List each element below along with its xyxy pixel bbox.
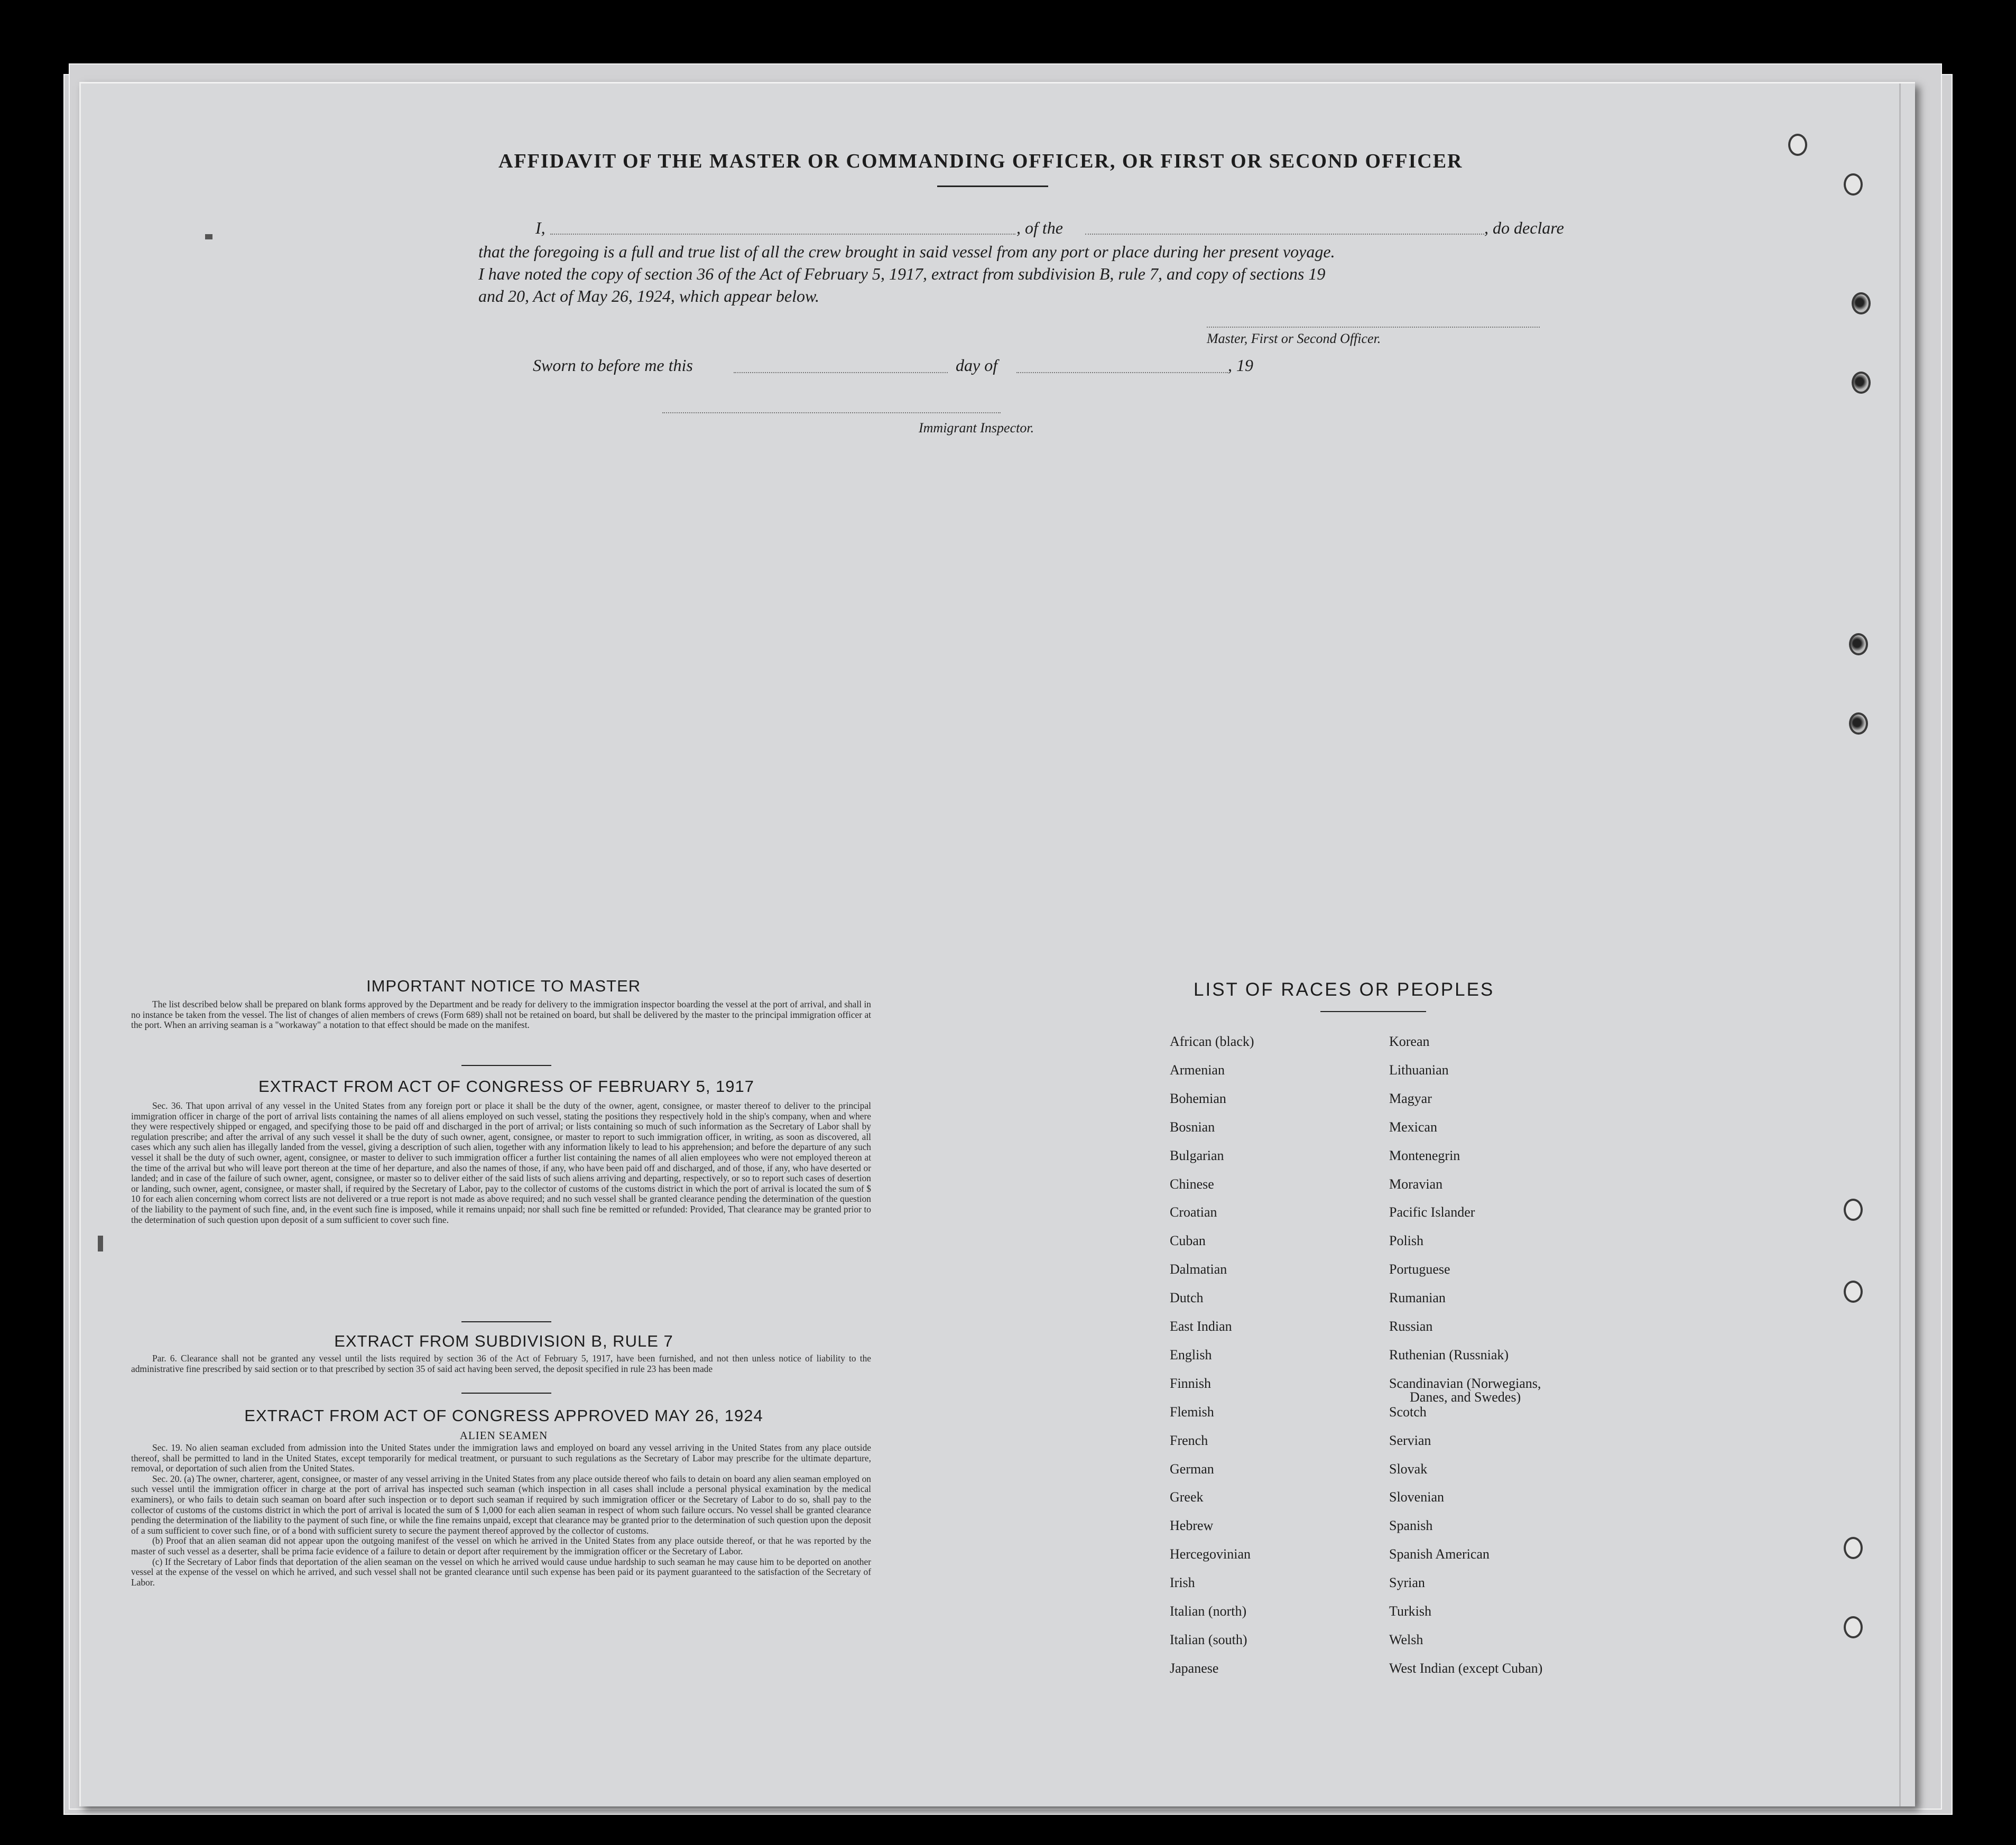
- race-item: Italian (north): [1170, 1603, 1247, 1619]
- race-item: Slovenian: [1389, 1489, 1444, 1505]
- inspector-caption: Immigrant Inspector.: [919, 420, 1034, 435]
- signer-caption: Master, First or Second Officer.: [1207, 331, 1381, 346]
- binder-hole: [1852, 292, 1871, 314]
- race-item: West Indian (except Cuban): [1389, 1661, 1543, 1676]
- sec-20a: Sec. 20. (a) The owner, charterer, agent, consignee, or master of any vessel arriving in the United States from any place outside thereof who fails to detain on board any alien seaman employed on such vessel until the immigration officer in charge at the port of arrival has inspected such seaman (which inspection in all cases shall include a personal physical examination by the medical examiners), or who fails to detain such seaman on board after such inspection or to deport such seaman if required by such immigration officer or the Secretary of Labor to do so, shall pay to the collector of customs of the customs district in which the port of arrival is located the sum of $ 1,000 for each alien seaman in respect of whom such failure occurs. No vessel shall be granted clearance pending the determination of the liability to the payment of such fine, or while the fine remains unpaid, except that clearance may be granted prior to the determination of such question upon the deposit of a sum sufficient to cover such fine, or of a bond with sufficient surety to secure the payment thereof approved by the collector of customs.: [131, 1473, 872, 1536]
- race-item: Lithuanian: [1389, 1062, 1449, 1078]
- sec-20c: (c) If the Secretary of Labor finds that deportation of the alien seaman on the vessel on which he arrived would cause undue hardship to such seaman he may cause him to be deported on another vessel at the expense of the vessel on which he arrived, and such vessel shall not be granted clearance until such expense has been paid or its payment guaranteed to the satisfaction of the Secretary of Labor.: [131, 1556, 871, 1588]
- binder-hole: [1849, 633, 1868, 655]
- fold-line: [1899, 84, 1901, 1806]
- sworn-text: Sworn to before me this: [533, 356, 693, 375]
- race-item: Korean: [1389, 1034, 1430, 1049]
- race-item: Hercegovinian: [1170, 1546, 1251, 1562]
- race-item: Hebrew: [1170, 1518, 1214, 1533]
- race-item: African (black): [1170, 1034, 1254, 1049]
- name-blank: [550, 234, 1015, 235]
- race-item: Montenegrin: [1389, 1148, 1460, 1163]
- race-item: Rumanian: [1389, 1290, 1446, 1305]
- binder-hole: [1852, 372, 1871, 394]
- extract-1924-text: [131, 1443, 871, 1588]
- extract-1924-subtitle: ALIEN SEAMEN: [459, 1429, 548, 1442]
- section-rule: [461, 1393, 551, 1394]
- binder-hole: [1844, 1199, 1863, 1221]
- binder-hole: [1844, 173, 1863, 196]
- sworn-day-blank: [734, 372, 948, 373]
- affidavit-line-4: and 20, Act of May 26, 1924, which appear below.: [478, 286, 819, 305]
- race-item: Slovak: [1389, 1461, 1428, 1477]
- races-title: LIST OF RACES OR PEOPLES: [1194, 979, 1495, 1000]
- race-item: Bulgarian: [1170, 1148, 1224, 1163]
- section-rule: [461, 1321, 551, 1322]
- race-item: Croatian: [1170, 1204, 1217, 1220]
- binder-hole: [1849, 712, 1868, 735]
- binder-hole: [1844, 1537, 1863, 1559]
- race-item: Japanese: [1170, 1661, 1219, 1676]
- race-item: Turkish: [1389, 1603, 1431, 1619]
- race-item: Servian: [1389, 1433, 1431, 1448]
- race-item: Chinese: [1170, 1176, 1214, 1192]
- race-item: Welsh: [1389, 1632, 1423, 1647]
- race-item: Magyar: [1389, 1091, 1432, 1106]
- rule7-title: EXTRACT FROM SUBDIVISION B, RULE 7: [334, 1332, 673, 1350]
- race-item: German: [1170, 1461, 1214, 1477]
- inspector-blank: [662, 412, 1001, 413]
- extract-1924-title: EXTRACT FROM ACT OF CONGRESS APPROVED MAY 26, 1924: [244, 1406, 763, 1425]
- title-rule: [937, 186, 1048, 187]
- race-item: Irish: [1170, 1575, 1195, 1590]
- affidavit-line-2: that the foregoing is a full and true list of all the crew brought in said vessel from any port or place during her present voyage.: [478, 242, 1335, 261]
- race-item: Spanish: [1389, 1518, 1433, 1533]
- vessel-blank: [1085, 234, 1484, 235]
- affidavit-line-1-end: , do declare: [1484, 218, 1564, 237]
- sec-19: Sec. 19. No alien seaman excluded from admission into the United States under the immigration laws and employed on board any vessel arriving in the United States from any place outside thereof, shall be permitted to land in the United States, except temporarily for medical treatment, or pursuant to such regulations as the Secretary of Labor may prescribe for the ultimate departure, removal, or deportation of such alien from the United States.: [131, 1442, 871, 1474]
- sworn-month-blank: [1016, 372, 1228, 373]
- race-item: Portuguese: [1389, 1262, 1450, 1277]
- race-item: Flemish: [1170, 1404, 1214, 1420]
- race-item: Scandinavian (Norwegians, Danes, and Swedes): [1389, 1376, 1541, 1405]
- race-item: East Indian: [1170, 1319, 1232, 1334]
- binder-hole: [1844, 1616, 1863, 1638]
- race-item: Cuban: [1170, 1233, 1206, 1248]
- race-item: Pacific Islander: [1389, 1204, 1475, 1220]
- affidavit-title: AFFIDAVIT OF THE MASTER OR COMMANDING OFFICER, OR FIRST OR SECOND OFFICER: [498, 150, 1463, 172]
- race-item: Russian: [1389, 1319, 1433, 1334]
- race-item: Armenian: [1170, 1062, 1225, 1078]
- margin-mark: [205, 234, 212, 239]
- race-item: Spanish American: [1389, 1546, 1490, 1562]
- notice-text: The list described below shall be prepared on blank forms approved by the Department and be ready for delivery to the immigration inspector boarding the vessel at the port of arrival, and shall in no instance be taken from the vessel. The list of changes of alien members of crews (Form 689) shall not be retained on board, but shall be delivered by the master to the principal immigration officer at the port. When an arriving seaman is a "workaway" a notation to that effect should be made on the manifest.: [131, 999, 871, 1031]
- section-rule: [461, 1065, 551, 1066]
- sworn-day-of: day of: [956, 356, 998, 375]
- signature-blank: [1207, 327, 1540, 328]
- race-item: Dalmatian: [1170, 1262, 1227, 1277]
- extract-1917-title: EXTRACT FROM ACT OF CONGRESS OF FEBRUARY 5, 1917: [258, 1077, 755, 1096]
- binder-hole: [1844, 1281, 1863, 1303]
- races-rule: [1320, 1011, 1426, 1012]
- extract-1917-text: Sec. 36. That upon arrival of any vessel in the United States from any foreign port or place it shall be the duty of the owner, agent, consignee, or master thereof to deliver to the principal immigration officer in charge of the port of arrival lists containing the names of all aliens employed on such vessel, stating the positions they respectively hold in the ship's company, when and where they were respectively shipped or engaged, and specifying those to be paid off and discharged in the port of arrival; or lists containing so much of such information as the Secretary of Labor shall by regulation prescribe; and after the arrival of any such vessel it shall be the duty of such owner, agent, consignee, or master to report to such immigration officer, in writing, as soon as discovered, all cases which any such alien has illegally landed from the vessel, giving a description of such alien, together with any information likely to lead to his apprehension; and before the departure of any such vessel it shall be the duty of such owner, agent, consignee, or master to deliver to such immigration officer a further list containing the names of all alien employees who were not employed thereon at the time of the arrival but who will leave port thereon at the time of her departure, and also the names of those, if any, who have been paid off and discharged, and of those, if any, who have deserted or landed; and in case of the failure of such owner, agent, consignee, or master so to deliver either of the said lists of such aliens arriving and departing, respectively, or so to report such cases of desertion or landing, such owner, agent, consignee, or master shall, if required by the Secretary of Labor, pay to the collector of customs of the customs district in which the port of arrival is located the sum of $ 10 for each alien concerning whom correct lists are not delivered or a true report is not made as above required; and no such vessel shall be granted clearance pending the determination of the question of the liability to the payment of such fine, and, in the event such fine is imposed, while it remains unpaid; nor shall such fine be remitted or refunded: Provided, That clearance may be granted prior to the determination of such question upon deposit of a sum sufficient to cover such fine.: [131, 1100, 871, 1225]
- race-item: Bosnian: [1170, 1119, 1215, 1135]
- sec-20b: (b) Proof that an alien seaman did not appear upon the outgoing manifest of the vessel on which he arrived in the United States from any place outside thereof, or that he was reported by the master of such vessel as a deserter, shall be prima facie evidence of a failure to detain or deport after requirement by the immigration officer or the Secretary of Labor.: [131, 1535, 871, 1556]
- race-item: French: [1170, 1433, 1208, 1448]
- affidavit-line-1-mid: , of the: [1016, 218, 1063, 237]
- affidavit-line-3: I have noted the copy of section 36 of the Act of February 5, 1917, extract from subdivision B, rule 7, and copy of sections 19: [478, 264, 1326, 283]
- race-item: Bohemian: [1170, 1091, 1226, 1106]
- margin-mark: [98, 1236, 103, 1251]
- race-item: Italian (south): [1170, 1632, 1247, 1647]
- race-item: Ruthenian (Russniak): [1389, 1347, 1509, 1362]
- document-page: [79, 82, 1915, 1806]
- race-item: Mexican: [1389, 1119, 1437, 1135]
- affidavit-line-1-start: I,: [535, 218, 545, 237]
- sworn-year: , 19: [1228, 356, 1253, 375]
- race-item: English: [1170, 1347, 1212, 1362]
- race-item: Moravian: [1389, 1176, 1443, 1192]
- race-item: Polish: [1389, 1233, 1424, 1248]
- race-item: Finnish: [1170, 1376, 1212, 1391]
- race-item: Syrian: [1389, 1575, 1425, 1590]
- rule7-text: Par. 6. Clearance shall not be granted any vessel until the lists required by section 36 of the Act of February 5, 1917, have been furnished, and not then unless notice of liability to the administrative fine prescribed by said section or to that prescribed by section 35 of said act having been served, the deposit specified in rule 23 has been made: [131, 1353, 871, 1374]
- race-item: Scotch: [1389, 1404, 1427, 1420]
- binder-hole: [1788, 134, 1807, 156]
- notice-title: IMPORTANT NOTICE TO MASTER: [366, 977, 641, 995]
- race-item: Dutch: [1170, 1290, 1204, 1305]
- race-item: Greek: [1170, 1489, 1204, 1505]
